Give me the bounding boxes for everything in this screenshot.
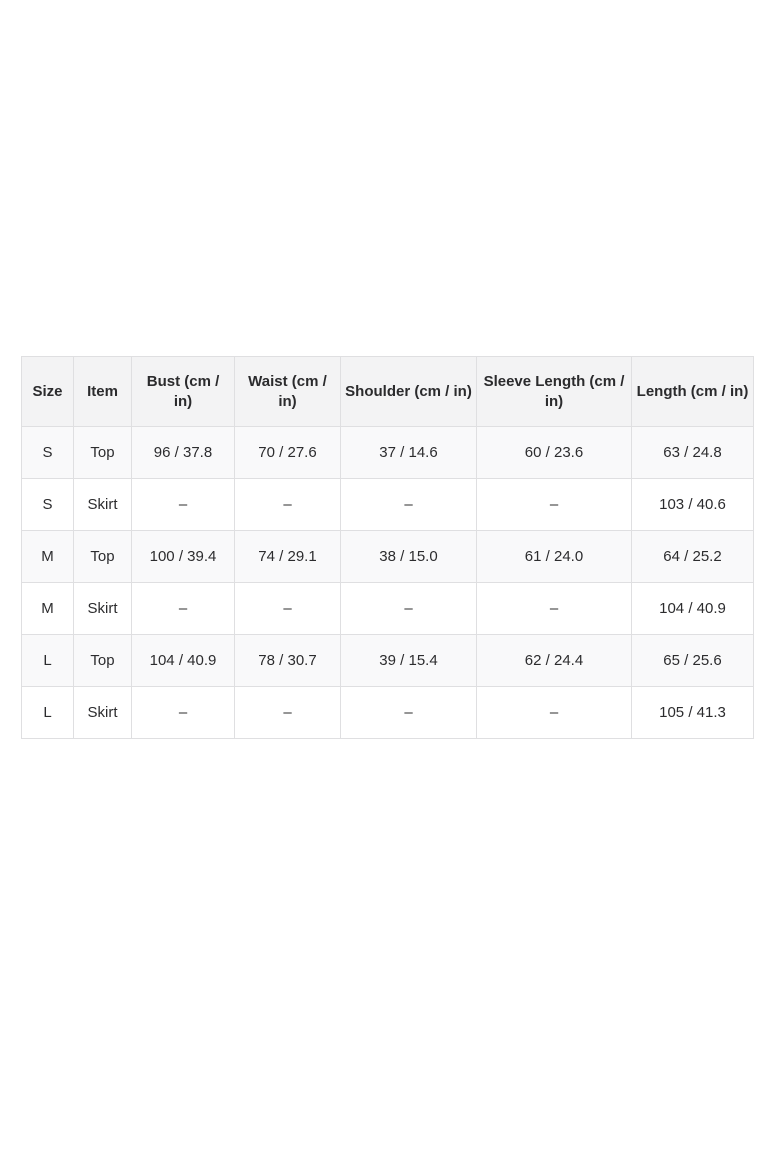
table-row [22, 427, 754, 479]
table-cell: 62 / 24.4 [477, 635, 632, 687]
size-chart-container [21, 356, 753, 739]
column-header-6: Length (cm / in) [632, 357, 754, 427]
table-cell: Skirt [74, 479, 132, 531]
size-chart-table [21, 356, 754, 739]
table-cell: Skirt [74, 583, 132, 635]
table-cell: 60 / 23.6 [477, 427, 632, 479]
table-cell: M [22, 531, 74, 583]
table-cell: 37 / 14.6 [341, 427, 477, 479]
table-cell: – [477, 687, 632, 739]
table-cell: 70 / 27.6 [235, 427, 341, 479]
table-row [22, 479, 754, 531]
table-cell: Top [74, 531, 132, 583]
table-cell: – [132, 687, 235, 739]
table-cell: 100 / 39.4 [132, 531, 235, 583]
table-cell: Top [74, 427, 132, 479]
table-cell: 104 / 40.9 [132, 635, 235, 687]
table-row [22, 687, 754, 739]
table-row [22, 531, 754, 583]
header-row [22, 357, 754, 427]
table-cell: S [22, 479, 74, 531]
table-header [22, 357, 754, 427]
column-header-2: Bust (cm / in) [132, 357, 235, 427]
table-cell: S [22, 427, 74, 479]
table-cell: 39 / 15.4 [341, 635, 477, 687]
table-cell: 74 / 29.1 [235, 531, 341, 583]
table-cell: – [477, 479, 632, 531]
table-cell: – [132, 479, 235, 531]
table-cell: 105 / 41.3 [632, 687, 754, 739]
table-cell: M [22, 583, 74, 635]
table-cell: – [341, 687, 477, 739]
table-cell: 78 / 30.7 [235, 635, 341, 687]
table-row [22, 583, 754, 635]
table-cell: L [22, 635, 74, 687]
column-header-1: Item [74, 357, 132, 427]
table-cell: 64 / 25.2 [632, 531, 754, 583]
table-cell: 63 / 24.8 [632, 427, 754, 479]
table-cell: 38 / 15.0 [341, 531, 477, 583]
table-cell: 61 / 24.0 [477, 531, 632, 583]
table-cell: L [22, 687, 74, 739]
table-cell: – [341, 479, 477, 531]
table-cell: Skirt [74, 687, 132, 739]
column-header-0: Size [22, 357, 74, 427]
table-cell: 104 / 40.9 [632, 583, 754, 635]
table-cell: – [235, 583, 341, 635]
table-cell: 96 / 37.8 [132, 427, 235, 479]
column-header-5: Sleeve Length (cm / in) [477, 357, 632, 427]
table-cell: – [132, 583, 235, 635]
table-cell: 103 / 40.6 [632, 479, 754, 531]
column-header-4: Shoulder (cm / in) [341, 357, 477, 427]
table-cell: – [477, 583, 632, 635]
table-body [22, 427, 754, 739]
table-cell: – [235, 479, 341, 531]
table-cell: 65 / 25.6 [632, 635, 754, 687]
table-row [22, 635, 754, 687]
table-cell: – [341, 583, 477, 635]
column-header-3: Waist (cm / in) [235, 357, 341, 427]
table-cell: – [235, 687, 341, 739]
table-cell: Top [74, 635, 132, 687]
